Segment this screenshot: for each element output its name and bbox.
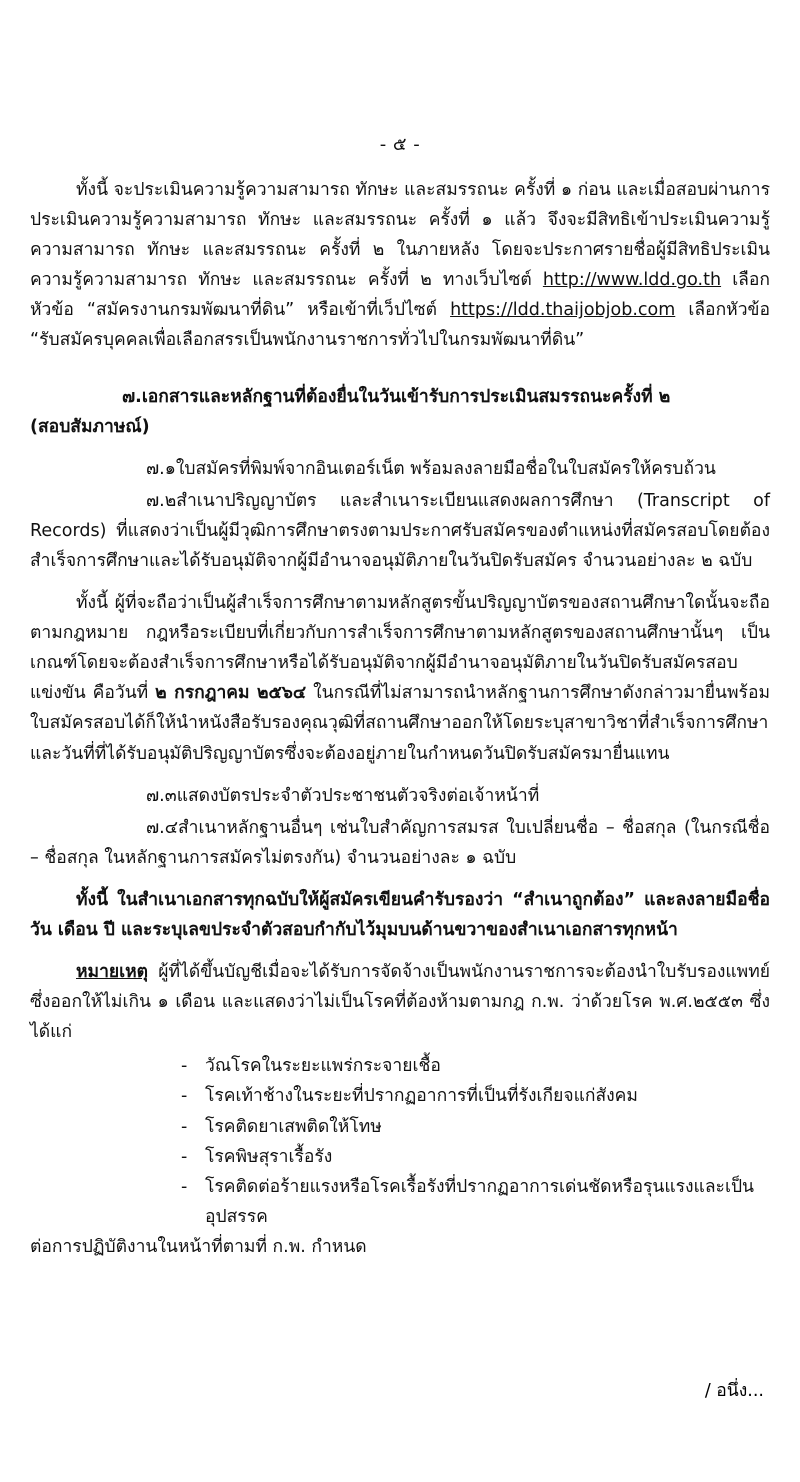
dash-bullet: -	[181, 1146, 188, 1167]
disease-text: วัณโรคในระยะแพร่กระจายเชื้อ	[205, 1056, 441, 1077]
remark-text: ผู้ที่ได้ขึ้นบัญชีเมื่อจะได้รับการจัดจ้างเป็นพนักงานราชการจะต้องนำใบรับรองแพทย์ ซึ่งออกให้ไม่เกิน ๑ เดือน และแสดงว่าไม่เป็นโรคที่ต้องห้ามตามกฎ ก.พ. ว่าด้วยโรค พ.ศ.๒๕๕๓ ซึ่งได้แก่	[30, 962, 770, 1043]
section-heading	[30, 382, 770, 412]
link-ldd-go-th[interactable]: http://www.ldd.go.th	[542, 270, 722, 291]
item-number: ๗.๒	[146, 490, 177, 511]
item-number: ๗.๓	[146, 785, 177, 806]
note-lead: ทั้งนี้ ผู้ที่จะถือว่าเป็นผู้สำเร็จการศึกษาตามหลักสูตรขั้นปริญญาบัตรของสถานศึกษาใดนั้นจะถือตามกฎหมาย กฎหรือระเบียบที่เกี่ยวกับการสำเร็จการศึกษาตามหลักสูตรของสถานศึกษานั้นๆ เป็นเกณฑ์โดยจะต้องสำเร็จการศึกษาหรือได้รับอนุมัติจากผู้มีอำนาจอนุมัติภายในวันปิดรับสมัครสอบแข่งขัน คือวันที่	[30, 593, 770, 704]
list-item	[30, 781, 770, 811]
section-subtitle: (สอบสัมภาษณ์)	[30, 416, 150, 437]
dash-bullet: -	[181, 1116, 188, 1137]
paragraph-certify: ทั้งนี้ ในสำเนาเอกสารทุกฉบับให้ผู้สมัครเขียนคำรับรองว่า “สำเนาถูกต้อง” และลงลายมือชื่อ วัน เดือน ปี และระบุเลขประจำตัวสอบกำกับไว้มุมบนด้านขวาของสำเนาเอกสารทุกหน้า	[30, 889, 770, 941]
section-number: ๗.	[122, 386, 142, 407]
list-item	[30, 1051, 770, 1081]
paragraph-remark	[30, 957, 770, 1047]
remark-label: หมายเหตุ	[76, 962, 149, 983]
intro-text-part3: เลือกหัวข้อ “รับสมัครบุคคลเพื่อเลือกสรรเป็นพนักงานราชการทั่วไปในกรมพัฒนาที่ดิน”	[30, 300, 770, 351]
page-number: - ๕ -	[379, 134, 421, 155]
disease-list	[30, 1051, 770, 1232]
list-item	[30, 1081, 770, 1111]
disease-text: โรคติดยาเสพติดให้โทษ	[205, 1116, 382, 1137]
dash-bullet: -	[181, 1176, 188, 1197]
list-item	[30, 486, 770, 576]
item-text: สำเนาปริญญาบัตร และสำเนาระเบียนแสดงผลการศึกษา (Transcript of Records) ที่แสดงว่าเป็นผู้มีวุฒิการศึกษาตรงตามประกาศรับสมัครของตำแหน่งที่สมัครสอบโดยต้องสำเร็จการศึกษาและได้รับอนุมัติจากผู้มีอำนาจอนุมัติภายในวันปิดรับสมัคร จำนวนอย่างละ ๒ ฉบับ	[30, 490, 770, 571]
list-item	[30, 1112, 770, 1142]
disease-text: โรคติดต่อร้ายแรงหรือโรคเรื้อรังที่ปรากฏอาการเด่นชัดหรือรุนแรงและเป็นอุปสรรค	[205, 1176, 755, 1227]
item-text: แสดงบัตรประจำตัวประชาชนตัวจริงต่อเจ้าหน้าที่	[176, 785, 540, 806]
dash-bullet: -	[181, 1056, 188, 1077]
paragraph-graduation-note	[30, 588, 770, 769]
section-title: เอกสารและหลักฐานที่ต้องยื่นในวันเข้ารับการประเมินสมรรถนะครั้งที่ ๒	[141, 386, 671, 407]
paragraph-intro	[30, 175, 770, 356]
note-rest: ในกรณีที่ไม่สามารถนำหลักฐานการศึกษาดังกล่าวมายื่นพร้อมใบสมัครสอบได้ก็ให้นำหนังสือรับรองคุณวุฒิที่สถานศึกษาออกให้โดยระบุสาขาวิชาที่สำเร็จการศึกษาและวันที่ที่ได้รับอนุมัติปริญญาบัตรซึ่งจะต้องอยู่ภายในกำหนดวันปิดรับสมัครมายื่นแทน	[30, 683, 770, 764]
intro-text-part1: ทั้งนี้ จะประเมินความรู้ความสามารถ ทักษะ และสมรรถนะ ครั้งที่ ๑ ก่อน และเมื่อสอบผ่านการประเมินความรู้ความสามารถ ทักษะ และสมรรถนะ ครั้งที่ ๑ แล้ว จึงจะมีสิทธิเข้าประเมินความรู้ความสามารถ ทักษะ และสมรรถนะ ครั้งที่ ๒ ในภายหลัง โดยจะประกาศรายชื่อผู้มีสิทธิประเมินความรู้ความสามารถ ทักษะ และสมรรถนะ ครั้งที่ ๒ ทางเว็บไซต์	[30, 179, 770, 291]
disease-text: โรคพิษสุราเรื้อรัง	[205, 1146, 333, 1167]
list-item	[30, 1172, 770, 1232]
item-number: ๗.๔	[146, 817, 178, 838]
page-footer-note: / อนึ่ง...	[704, 1381, 764, 1401]
item-text: ใบสมัครที่พิมพ์จากอินเตอร์เน็ต พร้อมลงลายมือชื่อในใบสมัครให้ครบถ้วน	[175, 458, 716, 479]
item-text: สำเนาหลักฐานอื่นๆ เช่นใบสำคัญการสมรส ใบเปลี่ยนชื่อ – ชื่อสกุล (ในกรณีชื่อ – ชื่อสกุล ในหลักฐานการสมัครไม่ตรงกัน) จำนวนอย่างละ ๑ ฉบับ	[30, 817, 770, 868]
list-item	[30, 1142, 770, 1172]
disease-text: โรคเท้าช้างในระยะที่ปรากฏอาการที่เป็นที่รังเกียจแก่สังคม	[205, 1086, 638, 1107]
list-item	[30, 454, 770, 484]
intro-text-part2: เลือกหัวข้อ “สมัครงานกรมพัฒนาที่ดิน” หรือเข้าที่เว็ปไซต์	[30, 270, 771, 321]
dash-bullet: -	[181, 1086, 188, 1107]
disease-list-tail: ต่อการปฏิบัติงานในหน้าที่ตามที่ ก.พ. กำหนด	[30, 1236, 367, 1257]
link-thaijobjob[interactable]: https://ldd.thaijobjob.com	[450, 300, 676, 321]
list-item	[30, 813, 770, 873]
item-number: ๗.๑	[146, 458, 176, 479]
closing-date: ๒ กรกฎาคม ๒๕๖๔	[155, 683, 307, 704]
